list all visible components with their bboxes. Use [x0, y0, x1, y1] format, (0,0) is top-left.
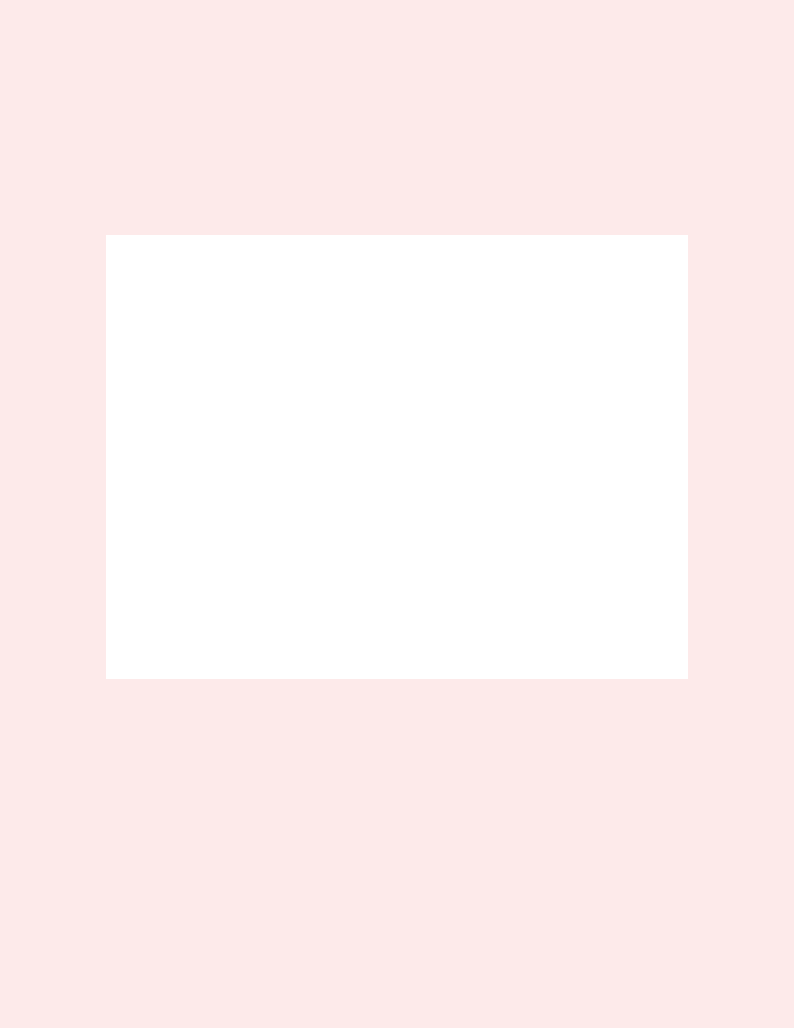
color-swatch-grid [127, 168, 667, 220]
tracker-sheet [106, 235, 688, 679]
expense-table-grid [106, 235, 688, 679]
